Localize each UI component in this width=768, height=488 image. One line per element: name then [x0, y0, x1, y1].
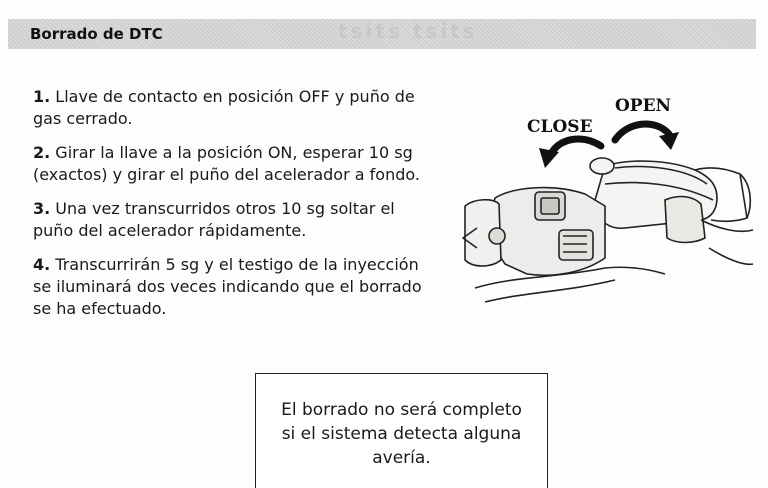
step-2 [33, 142, 433, 186]
watermark: tsits tsits [338, 19, 478, 43]
step-number: 3. [33, 199, 51, 218]
section-header [8, 19, 756, 49]
handlebar-drawing [463, 158, 753, 302]
open-arrow-icon [615, 124, 679, 150]
step-4 [33, 254, 433, 320]
step-text: Una vez transcurridos otros 10 sg soltar el puño del acelerador rápidamente. [33, 199, 395, 240]
throttle-grip-illustration [455, 88, 755, 310]
step-text: Llave de contacto en posición OFF y puño de gas cerrado. [33, 87, 415, 128]
warning-note-box [255, 373, 548, 488]
instruction-list [33, 86, 433, 332]
step-text: Transcurrirán 5 sg y el testigo de la inyección se iluminará dos veces indicando que el borrado se ha efectuado. [33, 255, 422, 318]
step-number: 2. [33, 143, 51, 162]
step-1 [33, 86, 433, 130]
warning-note-text: El borrado no será completo si el sistema detecta alguna avería. [281, 400, 522, 468]
step-text: Girar la llave a la posición ON, esperar 10 sg (exactos) y girar el puño del acelerador a fondo. [33, 143, 420, 184]
step-number: 1. [33, 87, 51, 106]
section-title: Borrado de DTC [30, 25, 163, 43]
step-number: 4. [33, 255, 51, 274]
open-label: OPEN [615, 96, 672, 116]
close-label: CLOSE [527, 117, 593, 137]
step-3 [33, 198, 433, 242]
